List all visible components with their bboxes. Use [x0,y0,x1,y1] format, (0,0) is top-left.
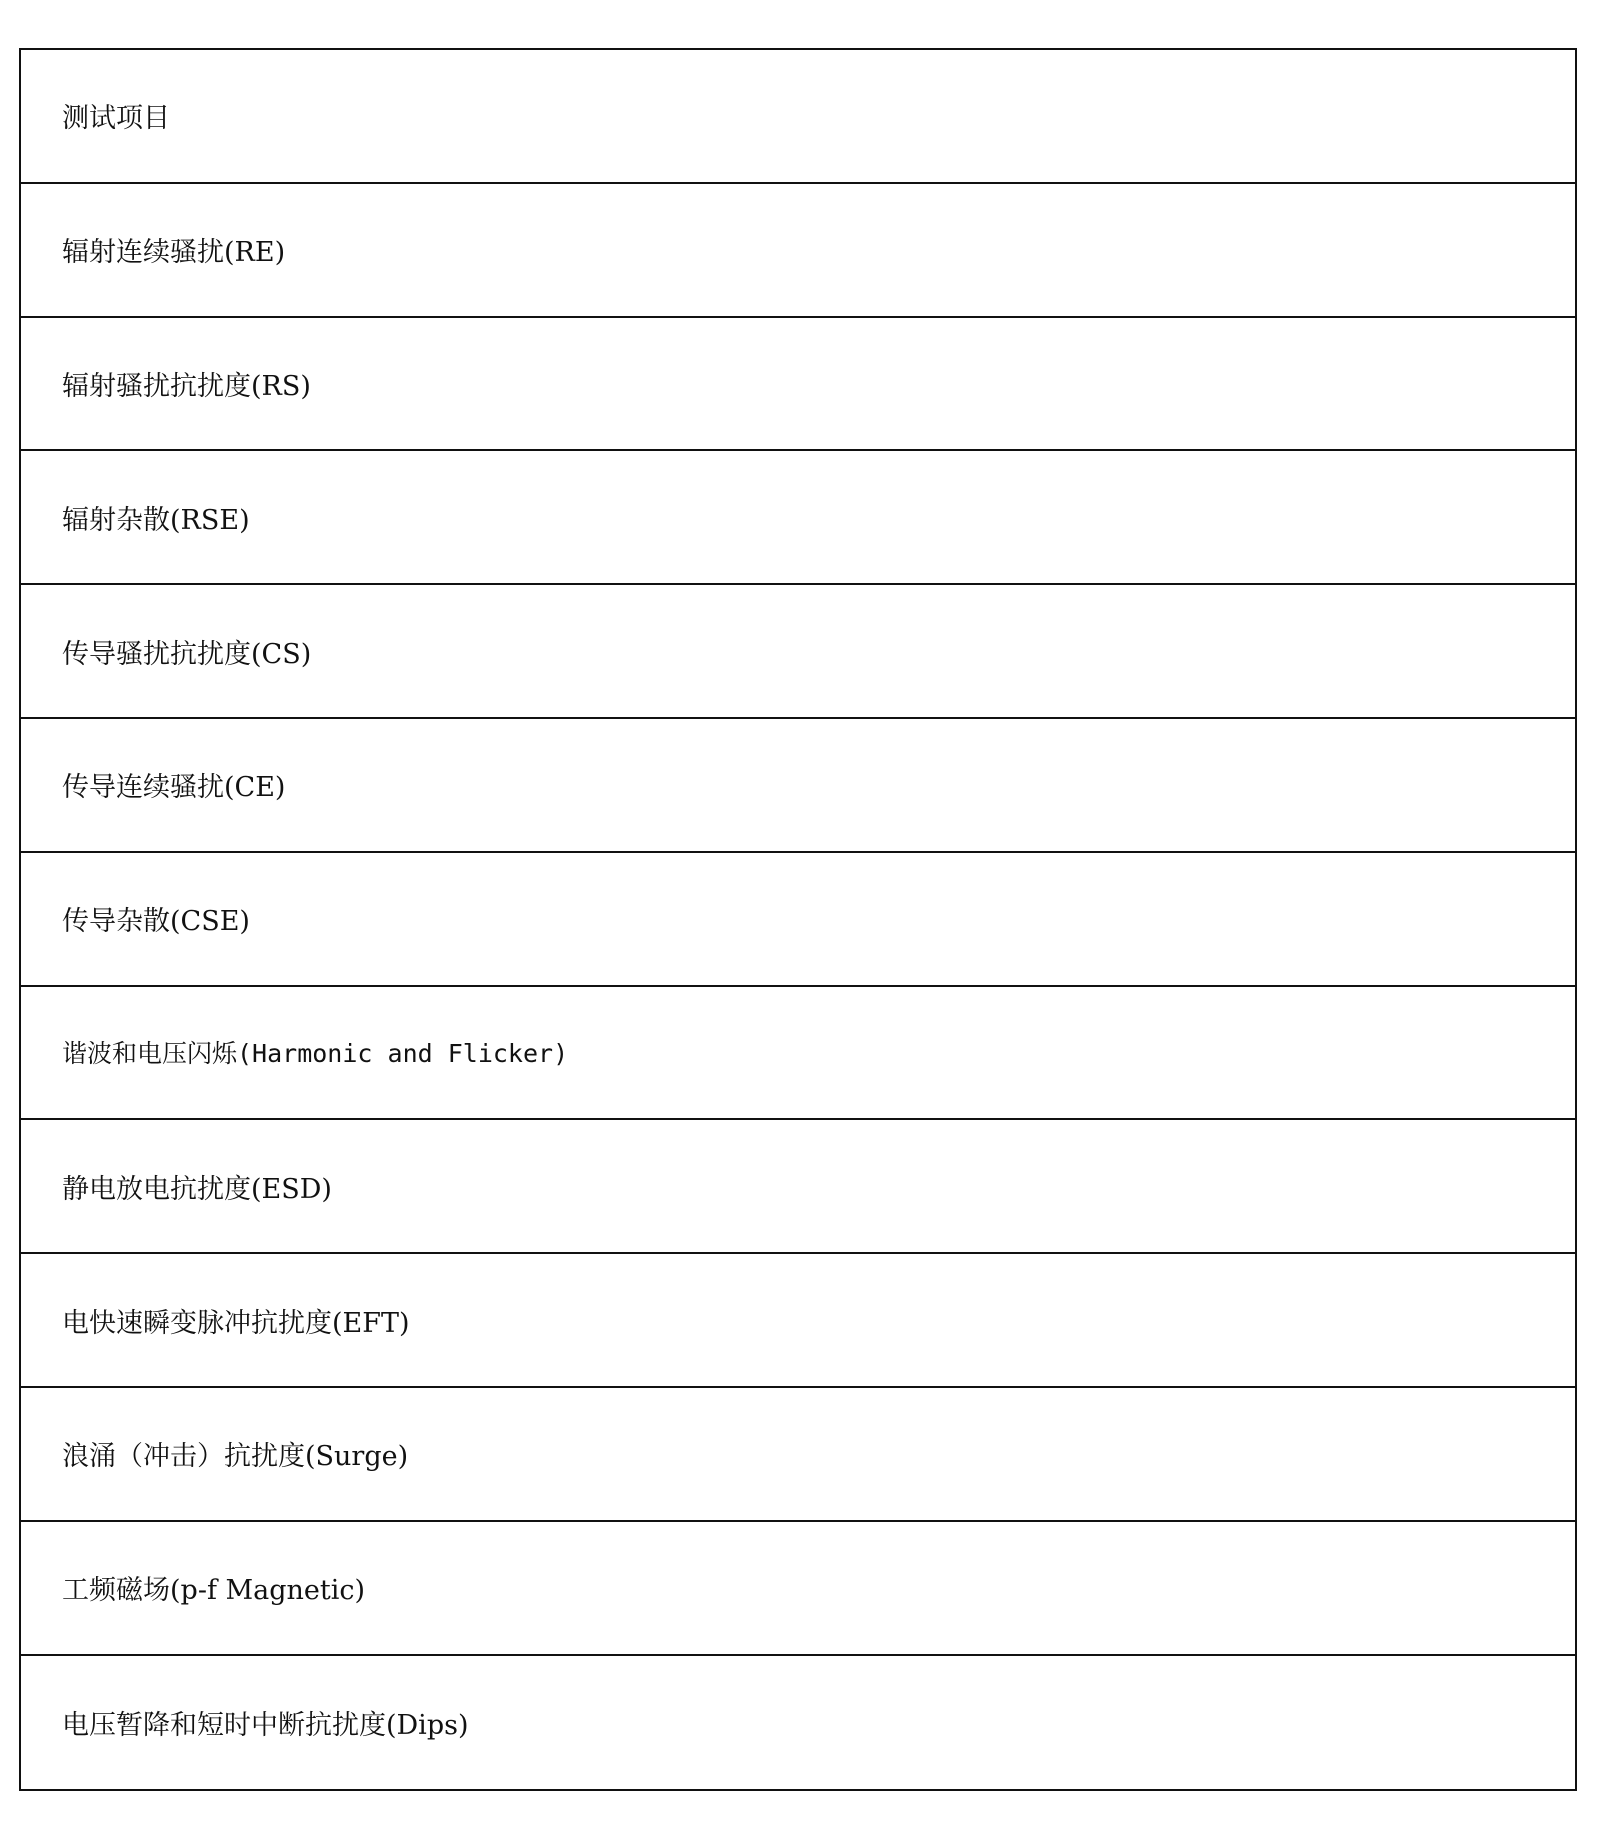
table-row: 静电放电抗扰度(ESD) [21,1120,1575,1254]
table-row: 辐射杂散(RSE) [21,451,1575,585]
table-row: 辐射连续骚扰(RE) [21,184,1575,318]
table-row: 电快速瞬变脉冲抗扰度(EFT) [21,1254,1575,1388]
table-row: 电压暂降和短时中断抗扰度(Dips) [62,1709,469,1741]
table-header-cell: 测试项目 [21,50,1575,184]
table-row: 传导骚扰抗扰度(CS) [21,585,1575,719]
table-row: 工频磁场(p-f Magnetic) [21,1522,1575,1656]
table-row: 谐波和电压闪烁(Harmonic and Flicker) [21,987,1575,1121]
table-row: 传导杂散(CSE) [21,853,1575,987]
table-row: 传导连续骚扰(CE) [21,719,1575,853]
table-row: 辐射骚扰抗扰度(RS) [21,318,1575,452]
table-row: 浪涌（冲击）抗扰度(Surge) [21,1388,1575,1522]
test-items-table [19,48,1577,1791]
